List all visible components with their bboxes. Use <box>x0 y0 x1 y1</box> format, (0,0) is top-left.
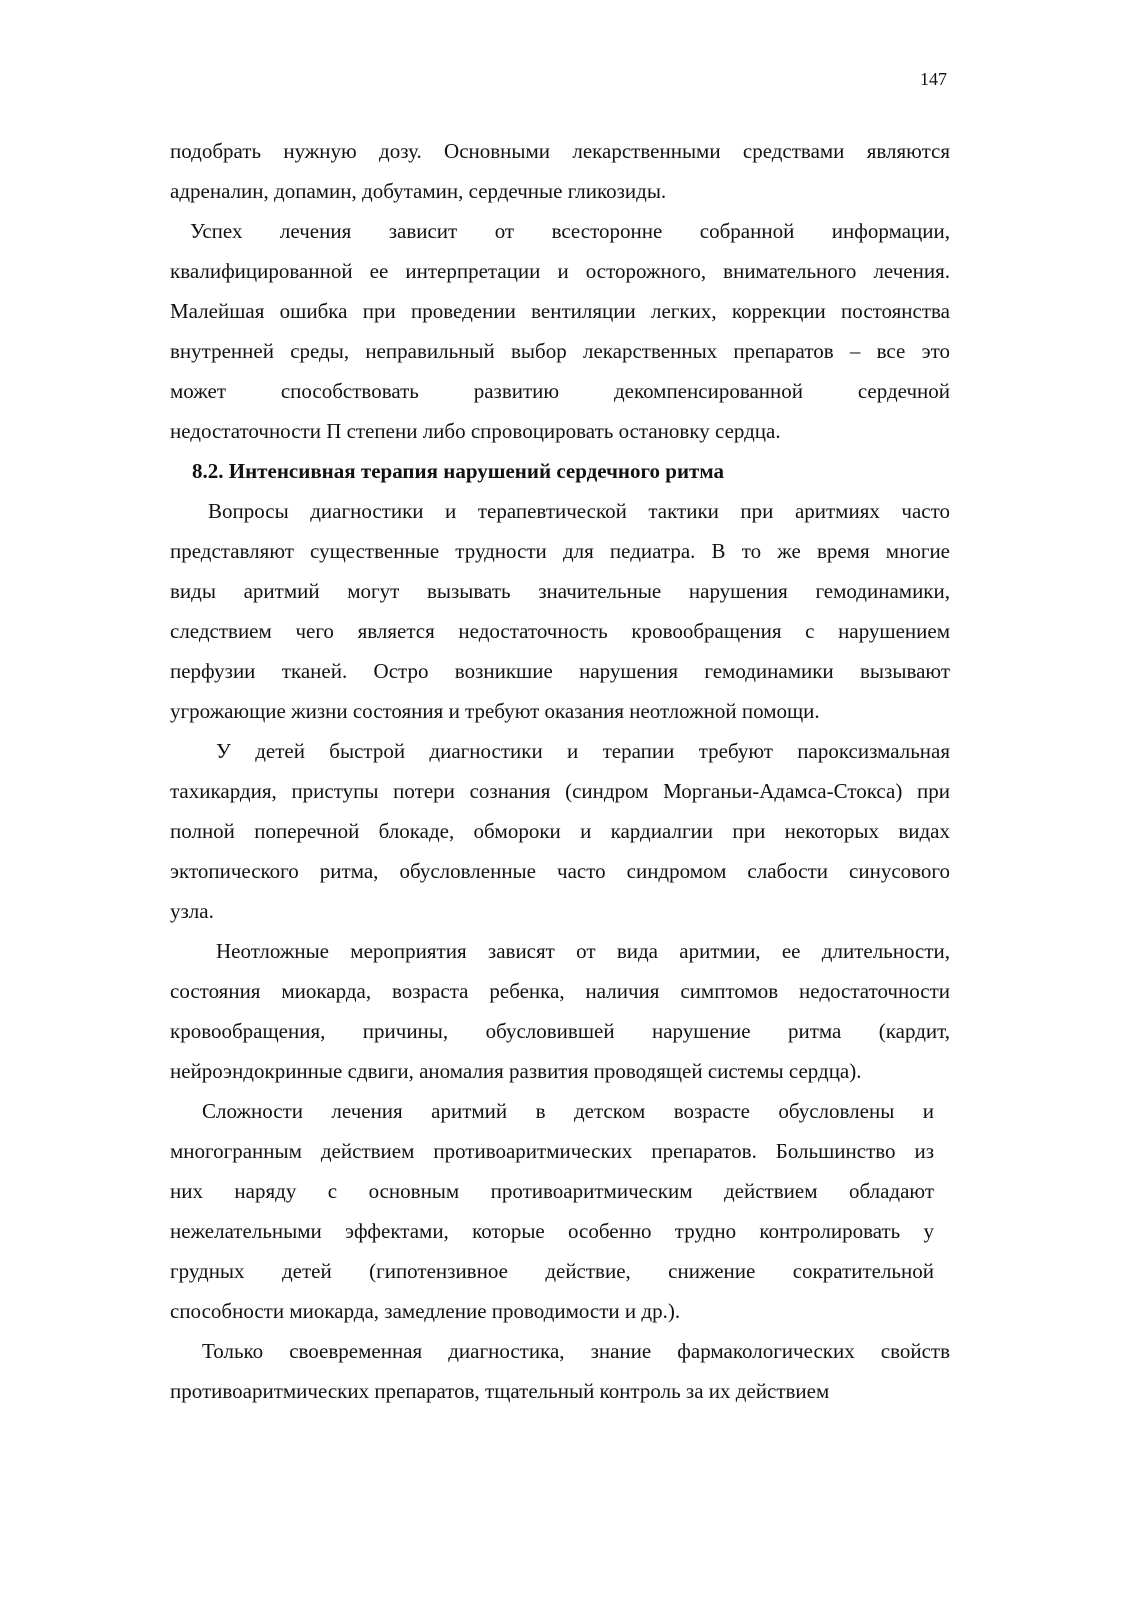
text-line: состояния миокарда, возраста ребенка, наличия симптомов недостаточности <box>170 979 950 1003</box>
paragraph-p5 <box>170 931 950 1091</box>
text-line: грудных детей (гипотензивное действие, снижение сократительной <box>170 1259 934 1283</box>
body-text <box>170 131 950 1411</box>
text-line: них наряду с основным противоаритмическим действием обладают <box>170 1179 934 1203</box>
text-line: эктопического ритма, обусловленные часто синдромом слабости синусового <box>170 859 950 883</box>
paragraphs-after-heading <box>170 491 950 1411</box>
text-line: внутренней среды, неправильный выбор лекарственных препаратов – все это <box>170 339 950 363</box>
text-line: полной поперечной блокаде, обмороки и кардиалгии при некоторых видах <box>170 819 950 843</box>
text-line: угрожающие жизни состояния и требуют оказания неотложной помощи. <box>170 699 820 723</box>
page-number: 147 <box>920 69 947 89</box>
text-line: способности миокарда, замедление проводимости и др.). <box>170 1299 681 1323</box>
paragraphs-before-heading <box>170 131 950 451</box>
text-line: адреналин, допамин, добутамин, сердечные гликозиды. <box>170 179 667 203</box>
paragraph-p2 <box>170 211 950 451</box>
text-line: У детей быстрой диагностики и терапии требуют пароксизмальная <box>216 739 950 763</box>
text-line: виды аритмий могут вызывать значительные нарушения гемодинамики, <box>170 579 950 603</box>
text-line: Только своевременная диагностика, знание фармакологических свойств <box>202 1339 950 1363</box>
text-line: узла. <box>170 899 214 923</box>
text-line: Успех лечения зависит от всесторонне собранной информации, <box>190 219 950 243</box>
text-line: нежелательными эффектами, которые особенно трудно контролировать у <box>170 1219 934 1243</box>
text-line: многогранным действием противоаритмических препаратов. Большинство из <box>170 1139 934 1163</box>
text-line: тахикардия, приступы потери сознания (синдром Морганьи-Адамса-Стокса) при <box>170 779 950 803</box>
text-line: противоаритмических препаратов, тщательный контроль за их действием <box>170 1379 830 1403</box>
paragraph-p4 <box>170 731 950 931</box>
text-line: недостаточности П степени либо спровоцировать остановку сердца. <box>170 419 781 443</box>
text-line: квалифицированной ее интерпретации и осторожного, внимательного лечения. <box>170 259 950 283</box>
text-line: нейроэндокринные сдвиги, аномалия развития проводящей системы сердца). <box>170 1059 862 1083</box>
text-line: может способствовать развитию декомпенсированной сердечной <box>170 379 950 403</box>
section-heading: 8.2. Интенсивная терапия нарушений сердечного ритма <box>192 459 725 483</box>
text-line: представляют существенные трудности для педиатра. В то же время многие <box>170 539 950 563</box>
text-line: кровообращения, причины, обусловившей нарушение ритма (кардит, <box>170 1019 950 1043</box>
paragraph-p1 <box>170 131 950 211</box>
paragraph-p3 <box>170 491 950 731</box>
paragraph-p7 <box>170 1331 950 1411</box>
text-line: Малейшая ошибка при проведении вентиляции легких, коррекции постоянства <box>170 299 950 323</box>
text-line: перфузии тканей. Остро возникшие нарушения гемодинамики вызывают <box>170 659 950 683</box>
text-line: подобрать нужную дозу. Основными лекарственными средствами являются <box>170 139 950 163</box>
text-line: Сложности лечения аритмий в детском возрасте обусловлены и <box>202 1099 934 1123</box>
text-line: Вопросы диагностики и терапевтической тактики при аритмиях часто <box>208 499 950 523</box>
paragraph-p6 <box>170 1091 950 1331</box>
text-line: следствием чего является недостаточность кровообращения с нарушением <box>170 619 950 643</box>
text-line: Неотложные мероприятия зависят от вида аритмии, ее длительности, <box>216 939 950 963</box>
